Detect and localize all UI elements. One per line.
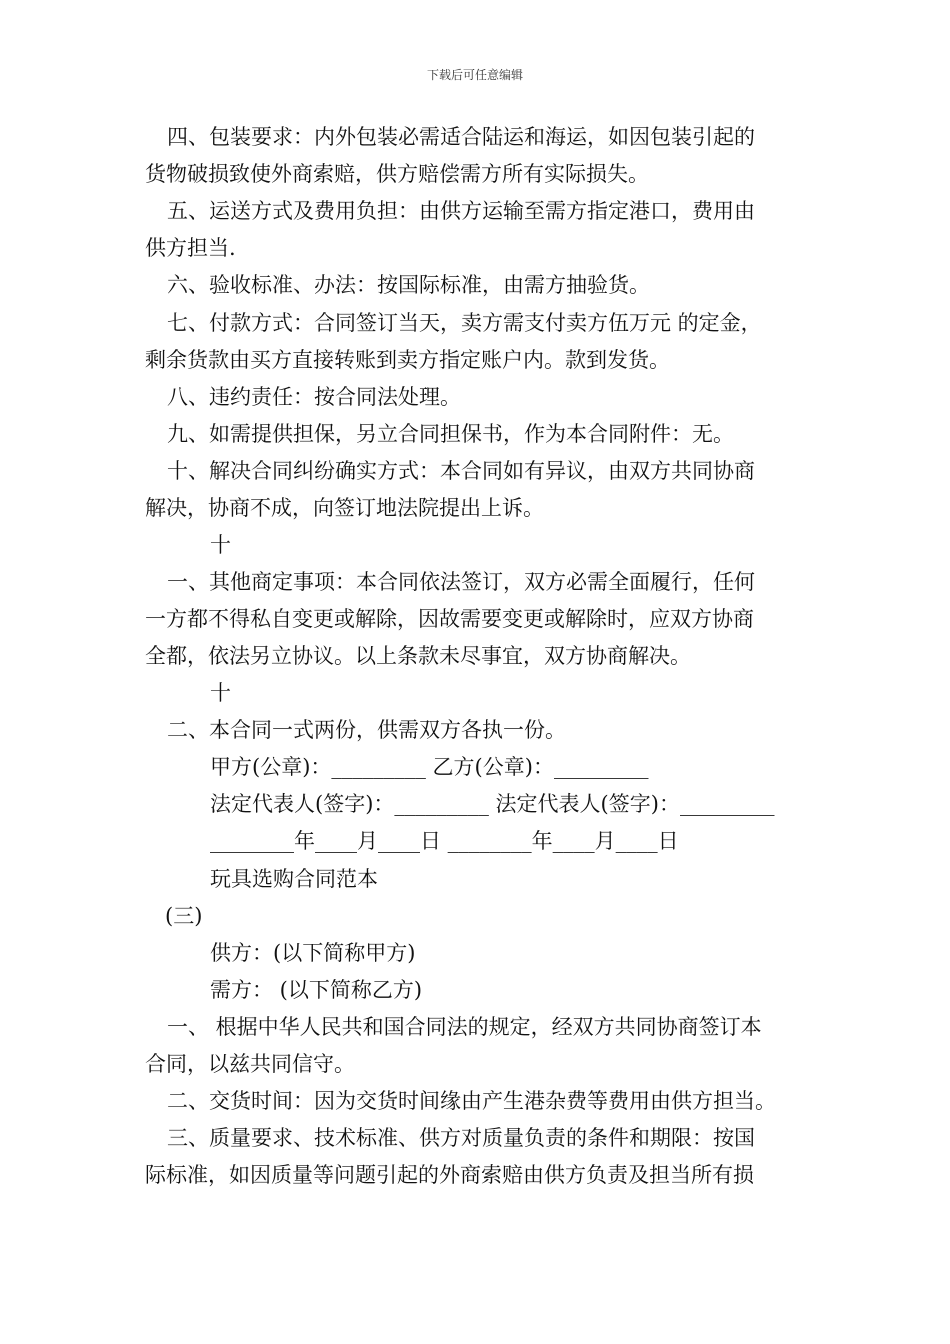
- signature-line-seal: 甲方(公章)：_________ 乙方(公章)：_________: [210, 755, 649, 779]
- text-line: 货物破损致使外商索赔，供方赔偿需方所有实际损失。: [145, 162, 649, 186]
- text-line: 一方都不得私自变更或解除，因故需要变更或解除时，应双方协商: [145, 607, 754, 631]
- text-line: 四、包装要求：内外包装必需适合陆运和海运，如因包装引起的: [167, 125, 755, 149]
- section-title: 玩具选购合同范本: [210, 867, 378, 891]
- text-line: 六、验收标准、办法：按国际标准，由需方抽验货。: [167, 273, 650, 297]
- text-line: 供方担当.: [145, 236, 236, 260]
- signature-line-representative: 法定代表人(签字)：_________ 法定代表人(签字)：_________: [210, 792, 775, 816]
- text-line: 解决，协商不成，向签订地法院提出上诉。: [145, 496, 544, 520]
- text-line: 二、本合同一式两份，供需双方各执一份。: [167, 718, 566, 742]
- text-line: 十: [210, 533, 231, 557]
- text-line: 全都，依法另立协议。以上条款未尽事宜，双方协商解决。: [145, 644, 691, 668]
- text-line: 剩余货款由买方直接转账到卖方指定账户内。款到发货。: [145, 348, 670, 372]
- text-line: 一、 根据中华人民共和国合同法的规定，经双方共同协商签订本: [167, 1015, 762, 1039]
- text-line: 合同，以兹共同信守。: [145, 1052, 355, 1076]
- text-line: 九、如需提供担保，另立合同担保书，作为本合同附件：无。: [167, 422, 734, 446]
- text-line: 一、其他商定事项：本合同依法签订，双方必需全面履行，任何: [167, 570, 755, 594]
- section-number: (三): [165, 904, 203, 928]
- text-line: 二、交货时间：因为交货时间缘由产生港杂费等费用由供方担当。: [167, 1089, 776, 1113]
- signature-line-date: ________年____月____日 ________年____月____日: [210, 829, 679, 853]
- text-line: 五、运送方式及费用负担：由供方运输至需方指定港口，费用由: [167, 199, 755, 223]
- text-line: 十、解决合同纠纷确实方式：本合同如有异议，由双方共同协商: [167, 459, 755, 483]
- text-line: 际标准，如因质量等问题引起的外商索赔由供方负责及担当所有损: [145, 1163, 754, 1187]
- text-line: 需方： (以下简称乙方): [210, 978, 423, 1002]
- text-line: 十: [210, 681, 231, 705]
- text-line: 供方：(以下简称甲方): [210, 941, 416, 965]
- text-line: 七、付款方式：合同签订当天，卖方需支付卖方伍万元 的定金，: [167, 311, 762, 335]
- text-line: 八、违约责任：按合同法处理。: [167, 385, 461, 409]
- page-header: 下载后可任意编辑: [426, 68, 523, 82]
- text-line: 三、质量要求、技术标准、供方对质量负责的条件和期限：按国: [167, 1126, 755, 1150]
